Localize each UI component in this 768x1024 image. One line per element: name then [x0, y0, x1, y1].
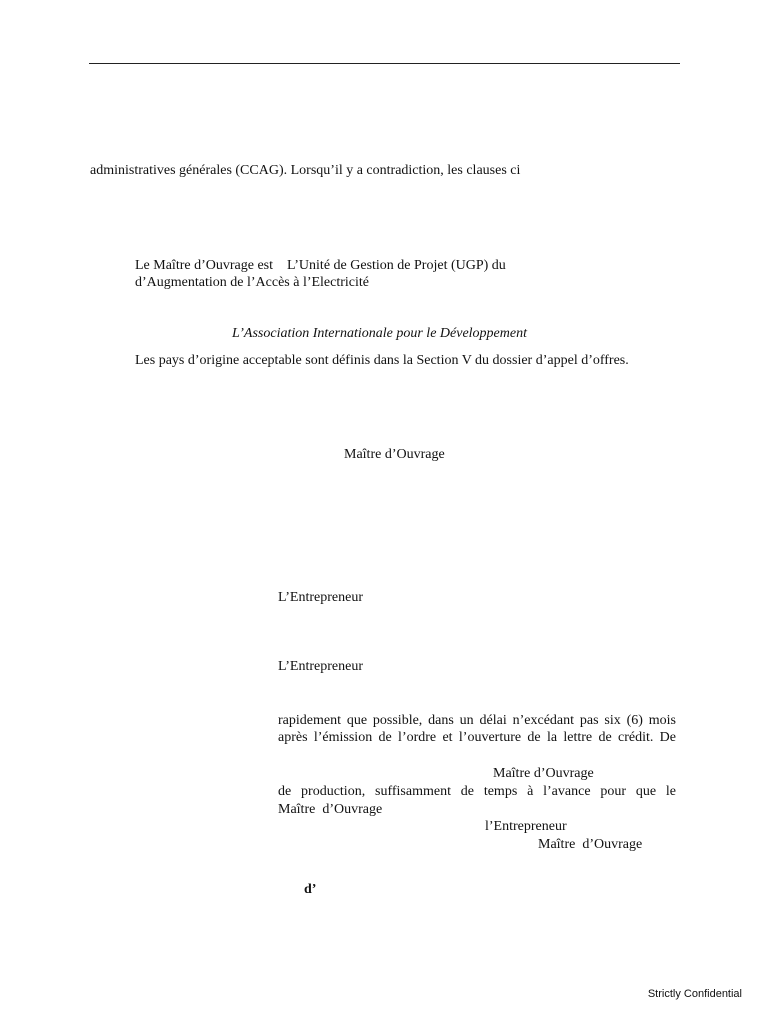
- text-line-association: L’Association Internationale pour le Développement: [232, 326, 527, 341]
- text-line-maitre-ouvrage-2: Maître d’Ouvrage: [493, 766, 594, 781]
- text-line-entrepreneur-2: L’Entrepreneur: [278, 659, 363, 674]
- footer-confidential: Strictly Confidential: [647, 988, 742, 1000]
- text-line-maitre-ouvrage-intro: [135, 257, 506, 274]
- text-line-entrepreneur-3: l’Entrepreneur: [485, 819, 567, 834]
- text-line-entrepreneur-1: L’Entrepreneur: [278, 590, 363, 605]
- text-line-apres-emission: après l’émission de l’ordre et l’ouverture de la lettre de crédit. De: [278, 730, 676, 745]
- text-fragment-d: d’: [304, 882, 317, 897]
- header-rule: [89, 63, 680, 64]
- text-maitre-ouvrage-est: Le Maître d’Ouvrage est: [135, 258, 273, 273]
- text-line-production: de production, suffisamment de temps à l’avance pour que le: [278, 784, 676, 799]
- text-line-pays-origine: Les pays d’origine acceptable sont définis dans la Section V du dossier d’appel d’offres.: [135, 353, 629, 368]
- text-line-maitre-ouvrage-1: Maître d’Ouvrage: [344, 447, 445, 462]
- text-line-maitre-ouvrage-4: Maître d’Ouvrage: [538, 837, 643, 852]
- text-line-augmentation: d’Augmentation de l’Accès à l’Electricité: [135, 275, 370, 290]
- text-line-rapidement: rapidement que possible, dans un délai n’excédant pas six (6) mois: [278, 713, 676, 728]
- text-line-ccag: administratives générales (CCAG). Lorsqu’il y a contradiction, les clauses ci: [90, 163, 521, 178]
- text-line-maitre-ouvrage-3: Maître d’Ouvrage: [278, 802, 383, 817]
- text-ugp: L’Unité de Gestion de Projet (UGP) du: [287, 258, 506, 273]
